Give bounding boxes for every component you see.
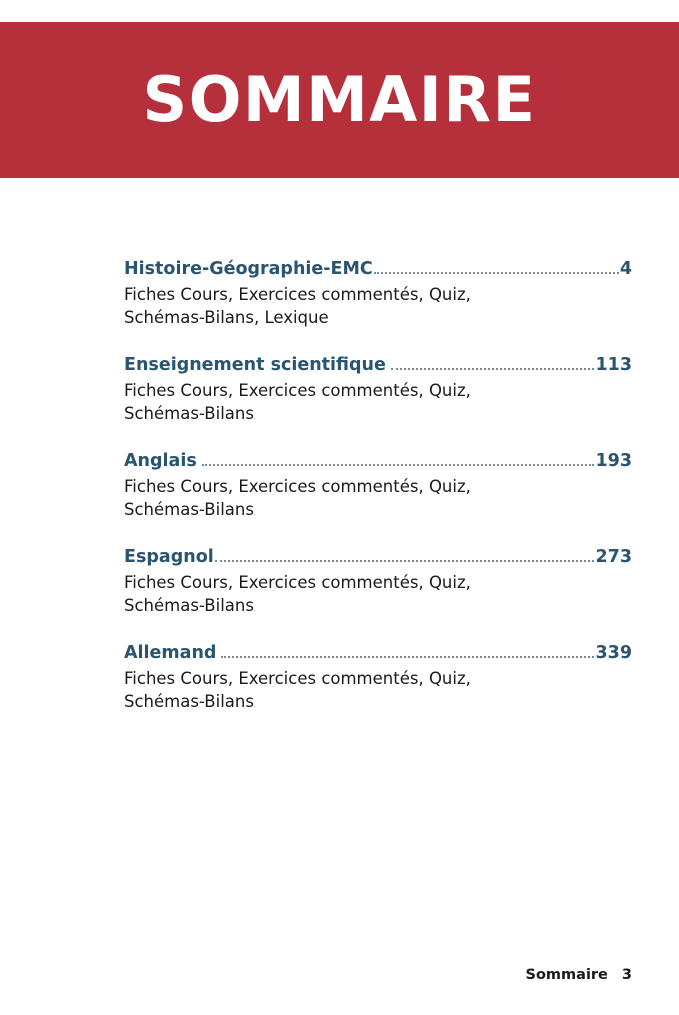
page-footer (526, 967, 632, 983)
toc-entry (124, 642, 632, 713)
toc-entry (124, 450, 632, 521)
toc-entry-page: 273 (595, 546, 632, 567)
toc-leader-dots (202, 464, 595, 466)
page-title: SOMMAIRE (142, 63, 537, 136)
toc-entry-line (124, 258, 632, 281)
toc-entry-page: 4 (619, 259, 632, 279)
toc-leader-dots (221, 656, 594, 658)
toc-entry (124, 546, 632, 617)
toc-entry-page: 113 (595, 354, 632, 375)
footer-section-label: Sommaire (525, 967, 608, 983)
toc-entry-description: Fiches Cours, Exercices commentés, Quiz, Schémas-Bilans (124, 476, 471, 519)
toc-entry-line (124, 642, 632, 665)
toc-entry-line (124, 354, 632, 377)
toc-entry-description: Fiches Cours, Exercices commentés, Quiz, Schémas-Bilans (124, 668, 471, 711)
toc-entry-description: Fiches Cours, Exercices commentés, Quiz, Schémas-Bilans (124, 380, 471, 423)
toc-entry-title[interactable]: Espagnol (124, 546, 214, 567)
toc-entry-title[interactable]: Allemand (124, 642, 217, 663)
header-banner (0, 22, 679, 178)
toc-entry-page: 339 (595, 642, 632, 663)
toc-entry-line (124, 546, 632, 569)
toc-entry-description: Fiches Cours, Exercices commentés, Quiz, Schémas-Bilans, Lexique (124, 284, 471, 327)
toc-entry-title[interactable]: Histoire-Géographie-EMC (124, 259, 373, 279)
toc-entry-description: Fiches Cours, Exercices commentés, Quiz, Schémas-Bilans (124, 572, 471, 615)
footer-page-number: 3 (621, 967, 632, 983)
toc-entry-title[interactable]: Enseignement scientifique (124, 354, 386, 375)
toc-entry-page: 193 (595, 450, 632, 471)
toc-entry (124, 354, 632, 425)
toc-leader-dots (215, 560, 595, 562)
toc-entry-line (124, 450, 632, 473)
toc-entry (124, 258, 632, 329)
toc-entry-title[interactable]: Anglais (124, 450, 197, 471)
table-of-contents (124, 258, 632, 713)
toc-leader-dots (374, 272, 619, 274)
toc-leader-dots (391, 368, 595, 370)
